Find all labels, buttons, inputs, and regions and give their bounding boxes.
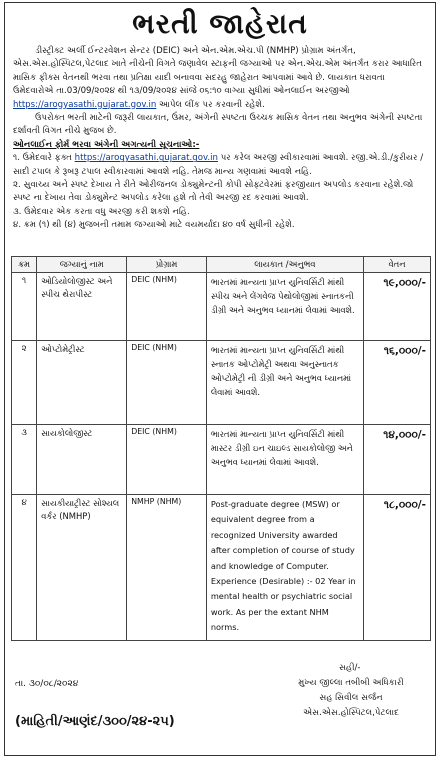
- page-title: ભરતી જાહેરાત: [132, 7, 308, 40]
- application-link[interactable]: https://arogyasathi.gujarat.gov.in: [13, 99, 157, 110]
- instruction-item-1-end: પર કરેલ અરજી સ્વીકારવામાં આવશે. રજી.એ.ડી./કુરીયર /સાદી ટપાલ કે રૂબરૂ ટપાલ સ્વીકારવામાં આવશે નહિ. તેમજ માન્ય ગણવામાં આવશે નહિ.: [13, 153, 424, 177]
- intro-paragraph-2: ઉપરોક્ત ભરતી માટેની જરૂરી લાયકાત, ઉંમર, અંગેની સ્પષ્ટતા ઉચ્ચક માસિક વેતન તથા અનુભવ અંગેની સ્પષ્ટતા દર્શાવતી વિગત નીચે મુજબ છે.: [13, 113, 423, 137]
- signatory-title: મુખ્ય જીલ્લા તબીબી અધિકારી: [298, 678, 404, 688]
- cell-post: ઓપ્ટોમેટ્રીસ્ટ: [37, 341, 127, 425]
- header-qualification: લાયકાત /અનુભવ: [206, 257, 363, 273]
- issue-date: તા. ૩૦/૦૮/૨૦૨૪: [15, 679, 79, 689]
- advertisement-page: [4, 2, 436, 756]
- cell-serial: ૧: [12, 273, 37, 341]
- cell-qualification: ભારતમાં માન્યતા પ્રાપ્ત યુનિવર્સિટી માંથી માસ્ટર ડીગ્રી ઇન ચાઇલ્ડ સાયકોલોજી અને અનુભવ ધ્યાનમાં લેવામાં આવશે.: [206, 425, 363, 495]
- table-row: [12, 273, 431, 341]
- table-row: [12, 495, 431, 641]
- intro-paragraph-1-end: આપેલ લીંક પર કરવાની રહેશે.: [156, 99, 265, 110]
- cell-qualification: ભારતમાં માન્યતા પ્રાપ્ત યુનિવર્સિટી માંથી સ્પીચ અને લેંગવેજ પેથોલોજીમાં સ્નાતકની ડીગ્રી અને અનુભવ ધ્યાનમાં લેવામાં આવશે.: [206, 273, 363, 341]
- header-serial: ક્રમ: [12, 257, 37, 273]
- cell-serial: ૪: [12, 495, 37, 641]
- cell-pay: ૧૮,૦૦૦/-: [363, 495, 430, 641]
- signatory-office: એસ.એસ.હોસ્પિટલ,પેટલાદ: [303, 708, 399, 718]
- table-row: [12, 341, 431, 425]
- instruction-link[interactable]: https://arogyasathi.gujarat.gov.in: [74, 153, 218, 164]
- instruction-item-1: [13, 152, 427, 179]
- cell-program: NMHP (NHM): [127, 495, 207, 641]
- cell-program: DEIC (NHM): [127, 273, 207, 341]
- reference-number: (માહિતી/આણંદ/૩૦૦/૨૪-૨૫): [15, 714, 175, 729]
- vacancy-table: [11, 256, 431, 641]
- cell-program: DEIC (NHM): [127, 341, 207, 425]
- cell-qualification: Post-graduate degree (MSW) or equivalent degree from a recognized University awarded after completion of course of study and knowledge of Computer. Experience (Desirable) :- 02 Year in mental health or psychiatric social work. As per the extant NHM norms.: [206, 495, 363, 641]
- header-post: જગ્યાનું નામ: [37, 257, 127, 273]
- cell-post: સાયકીયાટ્રીસ્ટ સોશ્યલ વર્કર (NMHP): [37, 495, 127, 641]
- cell-pay: ૧૯,૦૦૦/-: [363, 273, 430, 341]
- cell-pay: ૧૬,૦૦૦/-: [363, 341, 430, 425]
- cell-post: સાયકોલોજીસ્ટ: [37, 425, 127, 495]
- cell-pay: ૧૪,૦૦૦/-: [363, 425, 430, 495]
- signature-mark: સહી/-: [339, 663, 361, 673]
- instruction-item-3: ૩. ઉમેદવાર એક કરતા વધુ અરજી કરી શકશે નહિ.: [13, 206, 190, 217]
- instruction-item-2: ૨. સુવાચ્ય અને સ્પષ્ટ દેખાય તે રીતે ઓરીજનલ ડોક્યુમેન્ટની કોપી સોફ્ટવેરમાં ફરજીયાત અપલોડ કરવાના રહેશે.જો સ્પષ્ટ ના દેખાય તેવા ડોક્યુમેન્ટ અપલોડ કરેલા હશે તો તેવી અરજી રદ કરવામાં આવશે.: [13, 180, 414, 204]
- cell-qualification: ભારતમાં માન્યતા પ્રાપ્ત યુનિવર્સિટી માંથી સ્નાતક ઓપ્ટોમેટ્રી અથવા અનુસ્નાતક ઓપ્ટોમેટ્રી ની ડીગ્રી અને અનુભવ ધ્યાનમાં લેવામાં આવશે.: [206, 341, 363, 425]
- cell-serial: ૩: [12, 425, 37, 495]
- instruction-item-1-start: ૧. ઉમેદવારે ફક્ત: [13, 153, 75, 164]
- instructions-heading: ઓનલાઈન ફોર્મ ભરવા અંગેની અગત્યની સૂચનાઓ:-: [13, 139, 200, 150]
- intro-section: [13, 45, 427, 233]
- signatory-subtitle: સહ સિવીલ સર્જન: [319, 693, 383, 703]
- intro-paragraph-1: [13, 45, 427, 112]
- table-header-row: [12, 257, 431, 273]
- instruction-item-4: ૪. ક્રમ (૧) થી (૪) મુજબની તમામ જગ્યાઓ માટે વયમર્યાદા ૪૦ વર્ષ સુધીની રહેશે.: [13, 220, 295, 231]
- header-program: પ્રોગ્રામ: [127, 257, 207, 273]
- cell-program: DEIC (NHM): [127, 425, 207, 495]
- intro-paragraph-1-text: ડીસ્ટ્રીક્ટ અર્લી ઈન્ટરવેશન સેન્ટર (DEIC) અને એન.એમ.એચ.પી (NMHP) પ્રોગ્રામ અંતર્ગત, એસ.એસ.હોસ્પિટલ,પેટલાદ ખાતે નીચેની વિગતે જણાવેલ સ્ટાફની જગ્યાઓ પર એન.એચ.એમ અંતર્ગત કરાર આધારિત માસિક ફીક્સ વેતનથી ભરવા તથા પ્રતિક્ષા યાદી બનાવવા સદરહુ જાહેરાત આપવામાં આવે છે. લાયકાત ધરાવતા ઉમેદવારોએ તા.03/09/૨૦૨૪ થી ૧૩/09/૨૦૨૪ સાંજે ૦૬:૧૦ વાગ્યા સુધીમાં ઓનલાઈન અરજીઓ: [13, 46, 422, 97]
- header-pay: વેતન: [363, 257, 430, 273]
- signature-block: [281, 661, 421, 721]
- table-row: [12, 425, 431, 495]
- cell-serial: ૨: [12, 341, 37, 425]
- cell-post: ઓડિયોલોજીસ્ટ અને સ્પીચ થેરાપીસ્ટ: [37, 273, 127, 341]
